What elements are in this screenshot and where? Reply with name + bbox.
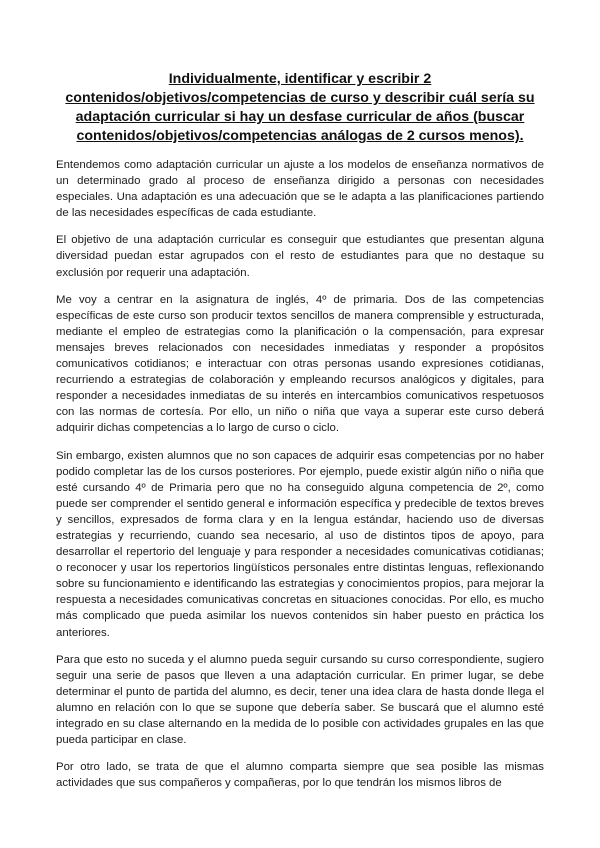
- paragraph-definition: Entendemos como adaptación curricular un ajuste a los modelos de enseñanza normativos de un determinado grado al proceso de enseñanza dirigido a personas con necesidades especiales. Una adaptación es una adecuación que se le adapta a las planificaciones partiendo de las necesidades específicas de cada estudiante.: [56, 159, 544, 220]
- paragraph-example: Sin embargo, existen alumnos que no son capaces de adquirir esas competencias por no haber podido completar las de los cursos posteriores. Por ejemplo, puede existir algún niño o niña que esté cursando 4º de Primaria pero que no ha conseguido alguna competencia de 2º, como puede ser comprender el sentido general e información específica y predecible de textos breves y sencillos, expresados de forma clara y en la lengua estándar, haciendo uso de diversas estrategias y recurriendo, cuando sea necesario, al uso de distintos tipos de apoyo, para desarrollar el repertorio del lenguaje y para responder a necesidades comunicativas cotidianas; o reconocer y usar los repertorios lingüísticos personales entre distintas lenguas, reflexionando sobre su funcionamiento e identificando las estrategias y conocimientos propios, para mejorar la respuesta a necesidades comunicativas concretas en situaciones conocidas. Por ello, es mucho más complicado que pueda asimilar los nuevos contenidos sin haber puesto en práctica los anteriores.: [56, 449, 544, 639]
- paragraph-shared-activities: Por otro lado, se trata de que el alumno comparta siempre que sea posible las mismas actividades que sus compañeros y compañeras, por lo que tendrán los mismos libros de: [56, 761, 544, 790]
- title-line: adaptación curricular si hay un desfase curricular de años (buscar: [75, 109, 525, 125]
- title-line: Individualmente, identificar y escribir 2: [168, 71, 432, 87]
- title-line: contenidos/objetivos/competencias de curso y describir cuál sería su: [65, 90, 535, 106]
- paragraph-steps: Para que esto no suceda y el alumno pueda seguir cursando su curso correspondiente, sugiero seguir una serie de pasos que lleven a una adaptación curricular. En primer lugar, se debe determinar el punto de partida del alumno, es decir, tener una idea clara de hasta donde llega el alumno en relación con lo que se supone que debería saber. Se buscará que el alumno esté integrado en su clase alternando en la medida de lo posible con actividades grupales en las que pueda participar en clase.: [56, 653, 544, 747]
- paragraph-english-competences: Me voy a centrar en la asignatura de inglés, 4º de primaria. Dos de las competencias específicas de este curso son producir textos sencillos de manera comprensible y estructurada, mediante el empleo de estrategias como la planificación o la compensación, para expresar mensajes breves relacionados con necesidades inmediatas y responder a propósitos comunicativos cotidianos; e interactuar con otras personas usando expresiones cotidianas, recurriendo a estrategias de colaboración y empleando recursos analógicos y digitales, para responder a necesidades inmediatas de su interés en intercambios comunicativos respetuosos con las normas de cortesía. Por ello, un niño o niña que vaya a superar este curso deberá adquirir dichas competencias a lo largo de curso o ciclo.: [56, 293, 544, 435]
- title-line: contenidos/objetivos/competencias análogas de 2 cursos menos).: [76, 128, 524, 144]
- document-title: [56, 70, 544, 146]
- paragraph-objective: El objetivo de una adaptación curricular es conseguir que estudiantes que presentan alguna diversidad puedan estar agrupados con el resto de estudiantes para que no destaque su exclusión por requerir una adaptación.: [56, 234, 544, 279]
